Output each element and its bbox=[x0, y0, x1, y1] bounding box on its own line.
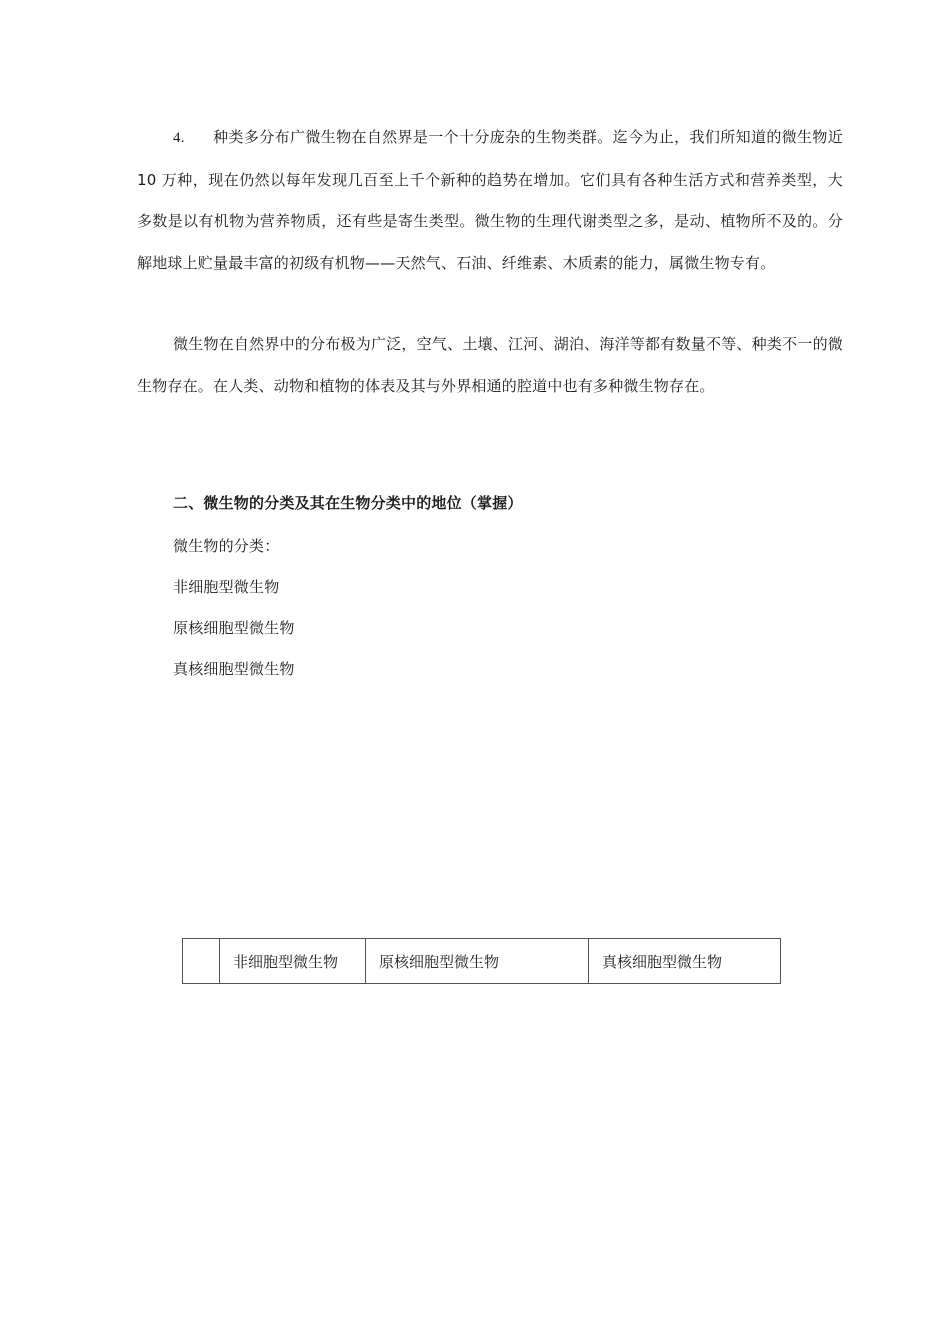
list-item-eukaryotic: 真核细胞型微生物 bbox=[173, 660, 295, 678]
table-cell-acellular: 非细胞型微生物 bbox=[220, 939, 366, 984]
classification-table bbox=[182, 938, 781, 984]
classification-intro: 微生物的分类： bbox=[173, 537, 280, 555]
section-heading: 二、微生物的分类及其在生物分类中的地位（掌握） bbox=[173, 494, 523, 512]
table-row bbox=[183, 939, 781, 984]
paragraph-text: 种类多分布广微生物在自然界是一个十分庞杂的生物类群。迄今为止，我们所知道的微生物近 10 万种，现在仍然以每年发现几百至上千个新种的趋势在增加。它们具有各种生活方式和营养类型，大多数是以有机物为营养物质，还有些是寄生类型。微生物的生理代谢类型之多，是动、植物所不及的。分解地球上贮量最丰富的初级有机物——天然气、石油、纤维素、木质素的能力，属微生物专有。 bbox=[137, 128, 843, 272]
paragraph-distribution bbox=[137, 117, 843, 284]
item-number: 4. bbox=[173, 130, 185, 146]
table-cell-eukaryotic: 真核细胞型微生物 bbox=[589, 939, 781, 984]
table-cell-prokaryotic: 原核细胞型微生物 bbox=[366, 939, 589, 984]
paragraph-habitat: 微生物在自然界中的分布极为广泛，空气、土壤、江河、湖泊、海洋等都有数量不等、种类不一的微生物存在。在人类、动物和植物的体表及其与外界相通的腔道中也有多种微生物存在。 bbox=[137, 335, 843, 395]
table-cell-empty bbox=[183, 939, 220, 984]
list-item-prokaryotic: 原核细胞型微生物 bbox=[173, 619, 295, 637]
list-item-acellular: 非细胞型微生物 bbox=[173, 578, 280, 596]
